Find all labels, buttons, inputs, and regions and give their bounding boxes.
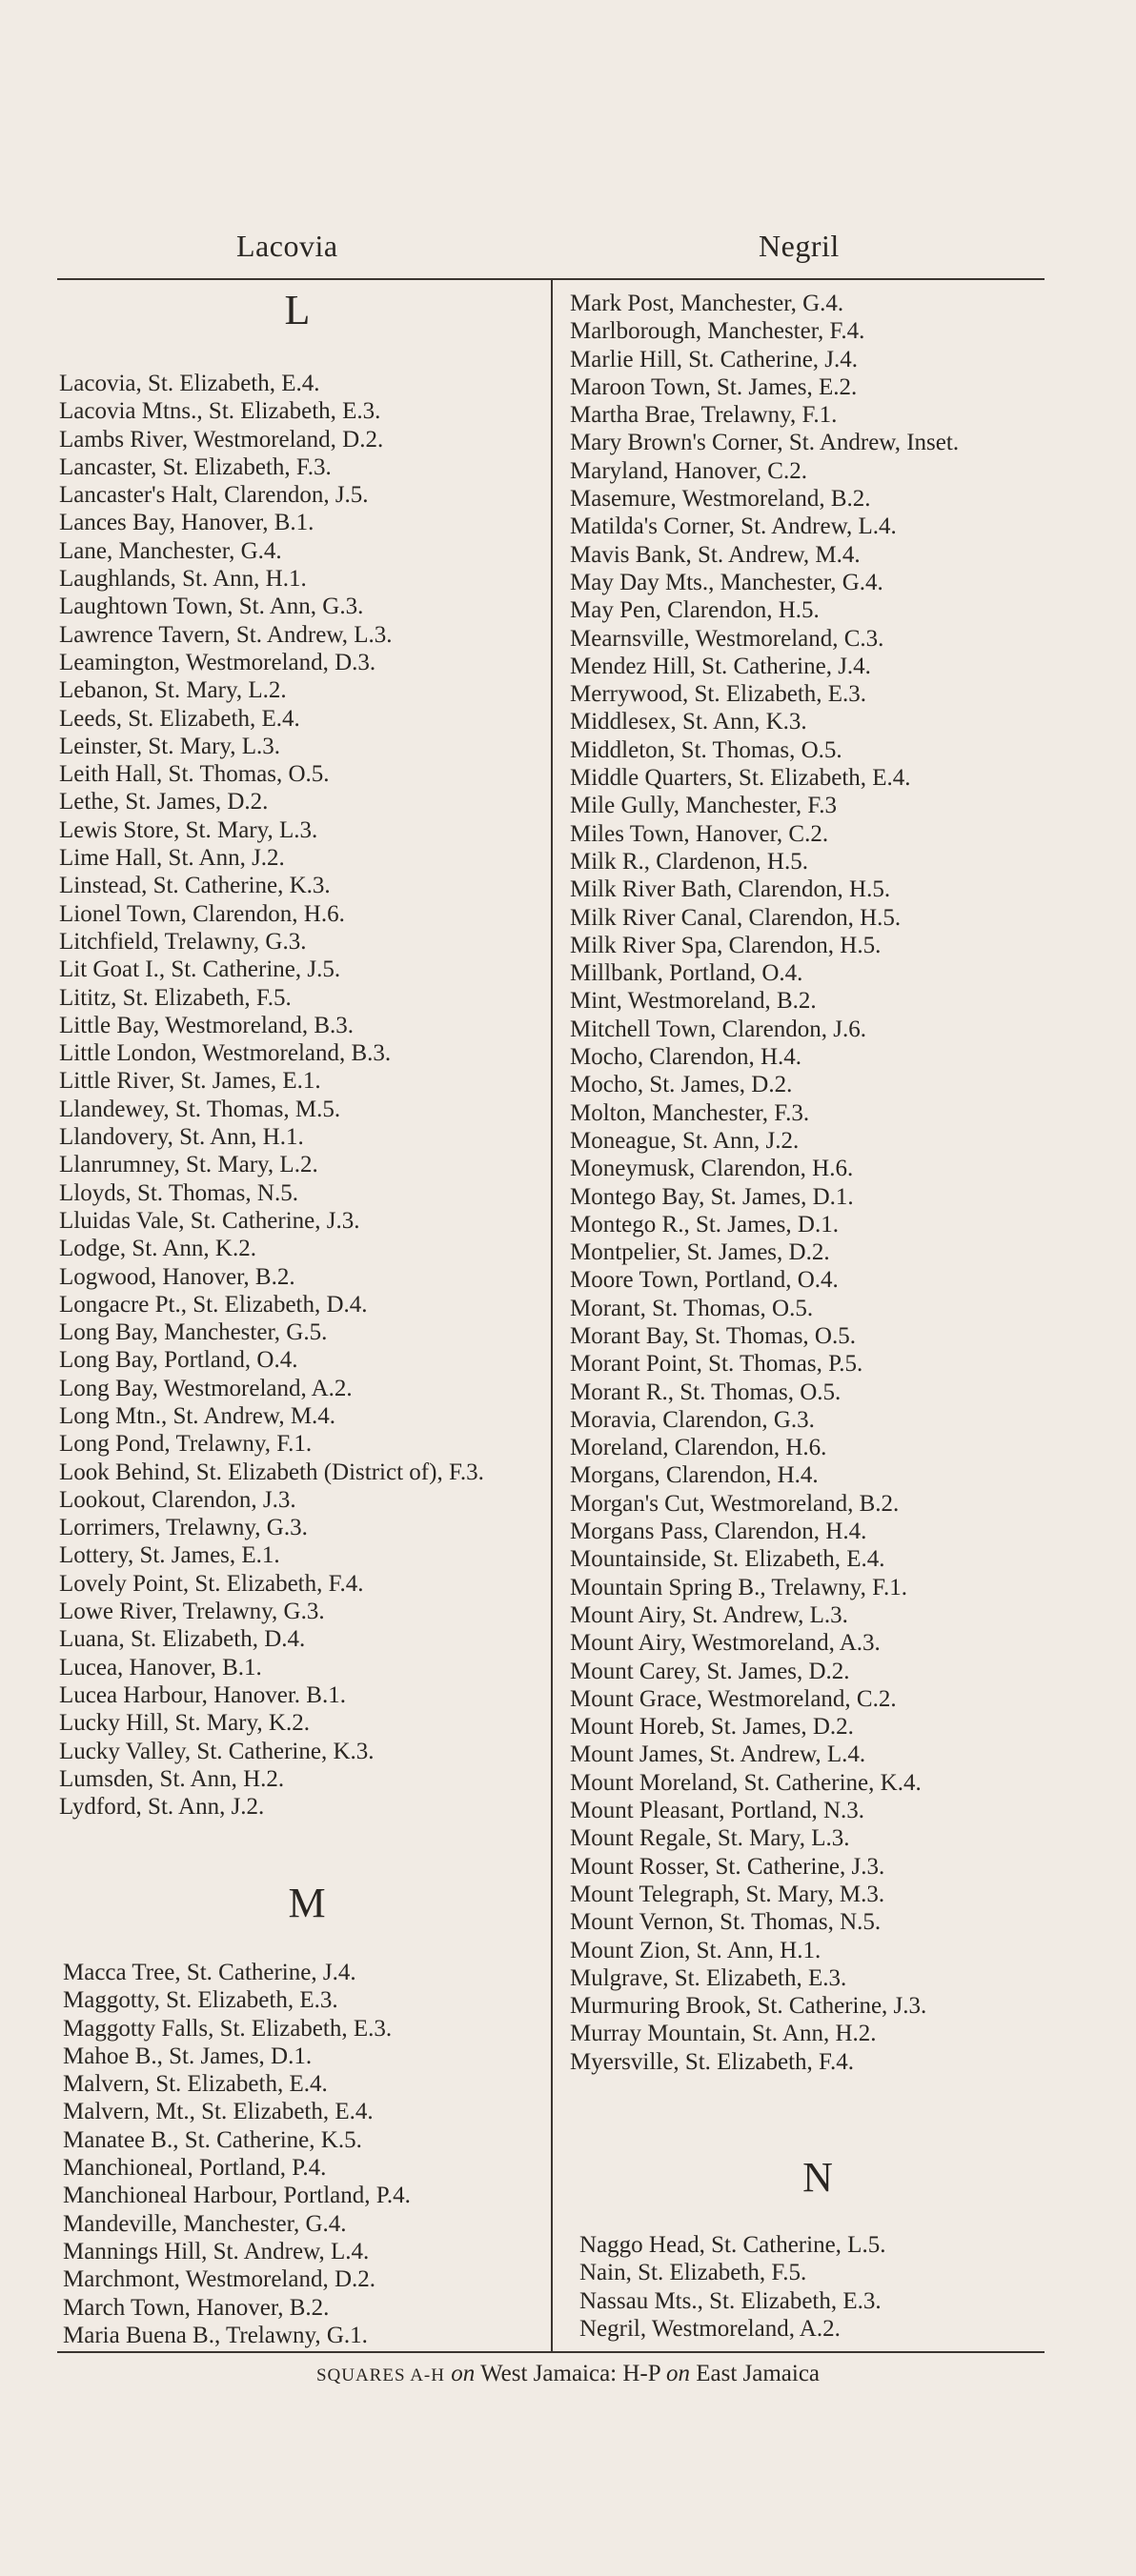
index-entry: Mulgrave, St. Elizabeth, E.3. <box>570 1964 847 1991</box>
index-entry: Lancaster, St. Elizabeth, F.3. <box>59 453 332 480</box>
index-entry: Mount Moreland, St. Catherine, K.4. <box>570 1769 922 1796</box>
index-entry: Maggotty Falls, St. Elizabeth, E.3. <box>63 2015 393 2042</box>
index-entry: Lucky Hill, St. Mary, K.2. <box>59 1710 310 1737</box>
index-entry: May Day Mts., Manchester, G.4. <box>570 569 883 595</box>
index-entry: Mountainside, St. Elizabeth, E.4. <box>570 1546 885 1573</box>
index-entry: Mearnsville, Westmoreland, C.3. <box>570 625 884 652</box>
index-entry: Lionel Town, Clarendon, H.6. <box>59 900 345 927</box>
index-entry: Morant Bay, St. Thomas, O.5. <box>570 1322 856 1349</box>
index-entry: Murmuring Brook, St. Catherine, J.3. <box>570 1993 927 2020</box>
footer-on-2: on <box>665 2361 690 2386</box>
index-entry: Nain, St. Elizabeth, F.5. <box>579 2260 807 2286</box>
index-entry: Llandewey, St. Thomas, M.5. <box>59 1096 341 1122</box>
index-entry: Murray Mountain, St. Ann, H.2. <box>570 2021 877 2047</box>
index-entry: Morgans, Clarendon, H.4. <box>570 1462 819 1489</box>
footer-note <box>0 2361 1136 2387</box>
index-entry: Mint, Westmoreland, B.2. <box>570 988 817 1015</box>
index-entry: Lacovia, St. Elizabeth, E.4. <box>59 371 320 396</box>
index-entry: Lawrence Tavern, St. Andrew, L.3. <box>59 621 393 648</box>
index-entry: Nassau Mts., St. Elizabeth, E.3. <box>579 2287 882 2314</box>
index-entry: Masemure, Westmoreland, B.2. <box>570 486 871 513</box>
index-entry: Lucea, Hanover, B.1. <box>59 1654 262 1680</box>
index-entry: Lititz, St. Elizabeth, F.5. <box>59 984 292 1011</box>
index-entry: Mountain Spring B., Trelawny, F.1. <box>570 1574 908 1600</box>
index-entry: Martha Brae, Trelawny, F.1. <box>570 402 838 429</box>
index-entry: Linstead, St. Catherine, K.3. <box>59 873 331 899</box>
index-entry: Lit Goat I., St. Catherine, J.5. <box>59 956 341 983</box>
index-entry: Little Bay, Westmoreland, B.3. <box>59 1012 355 1038</box>
index-entry: May Pen, Clarendon, H.5. <box>570 597 820 624</box>
index-entry: Llandovery, St. Ann, H.1. <box>59 1124 304 1151</box>
index-entry: Maroon Town, St. James, E.2. <box>570 373 858 400</box>
index-entry: Lambs River, Westmoreland, D.2. <box>59 426 384 453</box>
index-entry: Lacovia Mtns., St. Elizabeth, E.3. <box>59 398 381 425</box>
index-entry: Mavis Bank, St. Andrew, M.4. <box>570 541 861 568</box>
index-entry: Moravia, Clarendon, G.3. <box>570 1406 815 1433</box>
index-entry: Mount Carey, St. James, D.2. <box>570 1658 850 1684</box>
index-entry: Lloyds, St. Thomas, N.5. <box>59 1179 298 1206</box>
index-entry: Leinster, St. Mary, L.3. <box>59 733 281 759</box>
index-entry: Mary Brown's Corner, St. Andrew, Inset. <box>570 430 960 456</box>
column-divider <box>551 278 553 2351</box>
index-entry: Milk R., Clardenon, H.5. <box>570 848 808 875</box>
index-entry: Miles Town, Hanover, C.2. <box>570 820 829 847</box>
index-entry: Mount Zion, St. Ann, H.1. <box>570 1937 822 1963</box>
index-entry: Maryland, Hanover, C.2. <box>570 457 807 484</box>
index-entry: Manchioneal, Portland, P.4. <box>63 2155 327 2182</box>
index-entry: Lancaster's Halt, Clarendon, J.5. <box>59 482 369 509</box>
index-entry: Millbank, Portland, O.4. <box>570 960 803 987</box>
index-entry: Marlborough, Manchester, F.4. <box>570 318 865 345</box>
index-entry: Lottery, St. James, E.1. <box>59 1542 280 1569</box>
section-letter-m: M <box>288 1880 326 1926</box>
index-entry: Morgans Pass, Clarendon, H.4. <box>570 1519 867 1545</box>
index-entry: March Town, Hanover, B.2. <box>63 2294 330 2321</box>
index-entry: Mount Airy, Westmoreland, A.3. <box>570 1630 881 1657</box>
index-entry: Milk River Canal, Clarendon, H.5. <box>570 904 902 931</box>
index-entry: Manchioneal Harbour, Portland, P.4. <box>63 2183 411 2209</box>
index-entry: Lowe River, Trelawny, G.3. <box>59 1599 325 1625</box>
index-entry: Molton, Manchester, F.3. <box>570 1099 810 1126</box>
index-entry: Moneague, St. Ann, J.2. <box>570 1127 800 1154</box>
footer-on-1: on <box>451 2361 476 2386</box>
index-entry: Milk River Bath, Clarendon, H.5. <box>570 876 891 903</box>
index-entry: Marlie Hill, St. Catherine, J.4. <box>570 346 859 372</box>
index-entry: Maggotty, St. Elizabeth, E.3. <box>63 1987 338 2014</box>
index-entry: Naggo Head, St. Catherine, L.5. <box>579 2232 886 2258</box>
index-entry: Maria Buena B., Trelawny, G.1. <box>63 2322 368 2348</box>
section-letter-n: N <box>802 2154 833 2201</box>
index-entry: Long Bay, Westmoreland, A.2. <box>59 1375 353 1401</box>
index-entry: Negril, Westmoreland, A.2. <box>579 2315 841 2342</box>
section-n-list <box>579 2231 1041 2343</box>
index-entry: Lumsden, St. Ann, H.2. <box>59 1765 285 1792</box>
index-entry: Mendez Hill, St. Catherine, J.4. <box>570 653 871 679</box>
index-entry: Morant, St. Thomas, O.5. <box>570 1295 814 1321</box>
index-entry: Lane, Manchester, G.4. <box>59 537 282 564</box>
index-entry: Luana, St. Elizabeth, D.4. <box>59 1626 306 1653</box>
index-entry: Montego Bay, St. James, D.1. <box>570 1183 854 1210</box>
index-entry: Mandeville, Manchester, G.4. <box>63 2210 347 2237</box>
index-entry: Lime Hall, St. Ann, J.2. <box>59 845 285 872</box>
section-m-list-left <box>63 1959 549 2349</box>
section-l-list <box>59 370 545 1821</box>
index-entry: Lookout, Clarendon, J.3. <box>59 1486 296 1513</box>
index-entry: Mannings Hill, St. Andrew, L.4. <box>63 2238 370 2264</box>
index-entry: Manatee B., St. Catherine, K.5. <box>63 2126 362 2153</box>
index-entry: Lovely Point, St. Elizabeth, F.4. <box>59 1570 364 1597</box>
index-entry: Middleton, St. Thomas, O.5. <box>570 736 842 763</box>
footer-east: East Jamaica <box>696 2361 821 2386</box>
index-entry: Moore Town, Portland, O.4. <box>570 1267 839 1294</box>
footer-west: West Jamaica: H-P <box>480 2361 660 2386</box>
index-entry: Morgan's Cut, Westmoreland, B.2. <box>570 1490 900 1517</box>
index-entry: Little London, Westmoreland, B.3. <box>59 1040 392 1067</box>
index-entry: Malvern, St. Elizabeth, E.4. <box>63 2071 328 2098</box>
index-entry: Leamington, Westmoreland, D.3. <box>59 649 376 675</box>
index-entry: Morant R., St. Thomas, O.5. <box>570 1379 842 1405</box>
index-entry: Little River, St. James, E.1. <box>59 1068 321 1095</box>
index-entry: Long Pond, Trelawny, F.1. <box>59 1431 313 1458</box>
index-entry: Lebanon, St. Mary, L.2. <box>59 677 287 704</box>
index-entry: Logwood, Hanover, B.2. <box>59 1263 295 1290</box>
index-entry: Mount Grace, Westmoreland, C.2. <box>570 1685 897 1712</box>
index-entry: Lluidas Vale, St. Catherine, J.3. <box>59 1207 360 1234</box>
index-entry: Mount Rosser, St. Catherine, J.3. <box>570 1853 885 1880</box>
index-entry: Laughlands, St. Ann, H.1. <box>59 566 307 593</box>
index-entry: Mahoe B., St. James, D.1. <box>63 2043 313 2069</box>
index-entry: Long Mtn., St. Andrew, M.4. <box>59 1402 336 1429</box>
index-entry: Llanrumney, St. Mary, L.2. <box>59 1152 318 1178</box>
header-first-entry: Lacovia <box>236 229 338 263</box>
index-entry: Montpelier, St. James, D.2. <box>570 1239 830 1266</box>
index-entry: Mount Horeb, St. James, D.2. <box>570 1714 854 1741</box>
index-entry: Lorrimers, Trelawny, G.3. <box>59 1515 308 1541</box>
index-entry: Litchfield, Trelawny, G.3. <box>59 928 307 955</box>
index-entry: Mount Telegraph, St. Mary, M.3. <box>570 1881 885 1907</box>
index-entry: Mount Vernon, St. Thomas, N.5. <box>570 1909 882 1936</box>
index-entry: Lethe, St. James, D.2. <box>59 789 269 815</box>
index-entry: Milk River Spa, Clarendon, H.5. <box>570 932 882 958</box>
index-entry: Leeds, St. Elizabeth, E.4. <box>59 705 300 732</box>
index-entry: Malvern, Mt., St. Elizabeth, E.4. <box>63 2099 374 2125</box>
index-entry: Morant Point, St. Thomas, P.5. <box>570 1351 863 1378</box>
index-entry: Moneymusk, Clarendon, H.6. <box>570 1156 854 1182</box>
index-entry: Mocho, St. James, D.2. <box>570 1072 793 1098</box>
index-entry: Long Bay, Portland, O.4. <box>59 1347 298 1374</box>
index-entry: Lances Bay, Hanover, B.1. <box>59 510 314 536</box>
index-entry: Mount Pleasant, Portland, N.3. <box>570 1798 865 1824</box>
index-entry: Mile Gully, Manchester, F.3 <box>570 793 838 819</box>
section-letter-l: L <box>284 287 311 333</box>
index-entry: Myersville, St. Elizabeth, F.4. <box>570 2048 854 2075</box>
index-entry: Marchmont, Westmoreland, D.2. <box>63 2266 376 2293</box>
section-m-list-right <box>570 290 1041 2076</box>
index-entry: Lydford, St. Ann, J.2. <box>59 1794 265 1821</box>
index-entry: Middle Quarters, St. Elizabeth, E.4. <box>570 765 911 792</box>
index-entry: Laughtown Town, St. Ann, G.3. <box>59 594 364 620</box>
index-entry: Moreland, Clarendon, H.6. <box>570 1435 827 1461</box>
index-entry: Montego R., St. James, D.1. <box>570 1211 839 1238</box>
index-entry: Mount Airy, St. Andrew, L.3. <box>570 1601 848 1628</box>
bottom-rule <box>57 2351 1045 2353</box>
index-entry: Middlesex, St. Ann, K.3. <box>570 709 807 735</box>
index-entry: Merrywood, St. Elizabeth, E.3. <box>570 681 867 708</box>
index-entry: Mitchell Town, Clarendon, J.6. <box>570 1016 866 1042</box>
index-entry: Matilda's Corner, St. Andrew, L.4. <box>570 513 897 540</box>
index-entry: Lucea Harbour, Hanover. B.1. <box>59 1681 346 1708</box>
index-entry: Mark Post, Manchester, G.4. <box>570 291 844 316</box>
index-entry: Lodge, St. Ann, K.2. <box>59 1236 256 1262</box>
index-entry: Mocho, Clarendon, H.4. <box>570 1044 802 1071</box>
index-entry: Long Bay, Manchester, G.5. <box>59 1319 328 1346</box>
index-entry: Mount Regale, St. Mary, L.3. <box>570 1825 850 1852</box>
header-last-entry: Negril <box>759 229 840 263</box>
index-entry: Lewis Store, St. Mary, L.3. <box>59 816 318 843</box>
index-entry: Macca Tree, St. Catherine, J.4. <box>63 1960 356 1985</box>
index-entry: Longacre Pt., St. Elizabeth, D.4. <box>59 1291 368 1318</box>
index-entry: Leith Hall, St. Thomas, O.5. <box>59 761 330 788</box>
index-entry: Lucky Valley, St. Catherine, K.3. <box>59 1738 375 1764</box>
footer-squares: SQUARES A-H <box>315 2365 445 2385</box>
index-entry: Mount James, St. Andrew, L.4. <box>570 1741 866 1768</box>
index-entry: Look Behind, St. Elizabeth (District of), F.3. <box>59 1459 484 1485</box>
